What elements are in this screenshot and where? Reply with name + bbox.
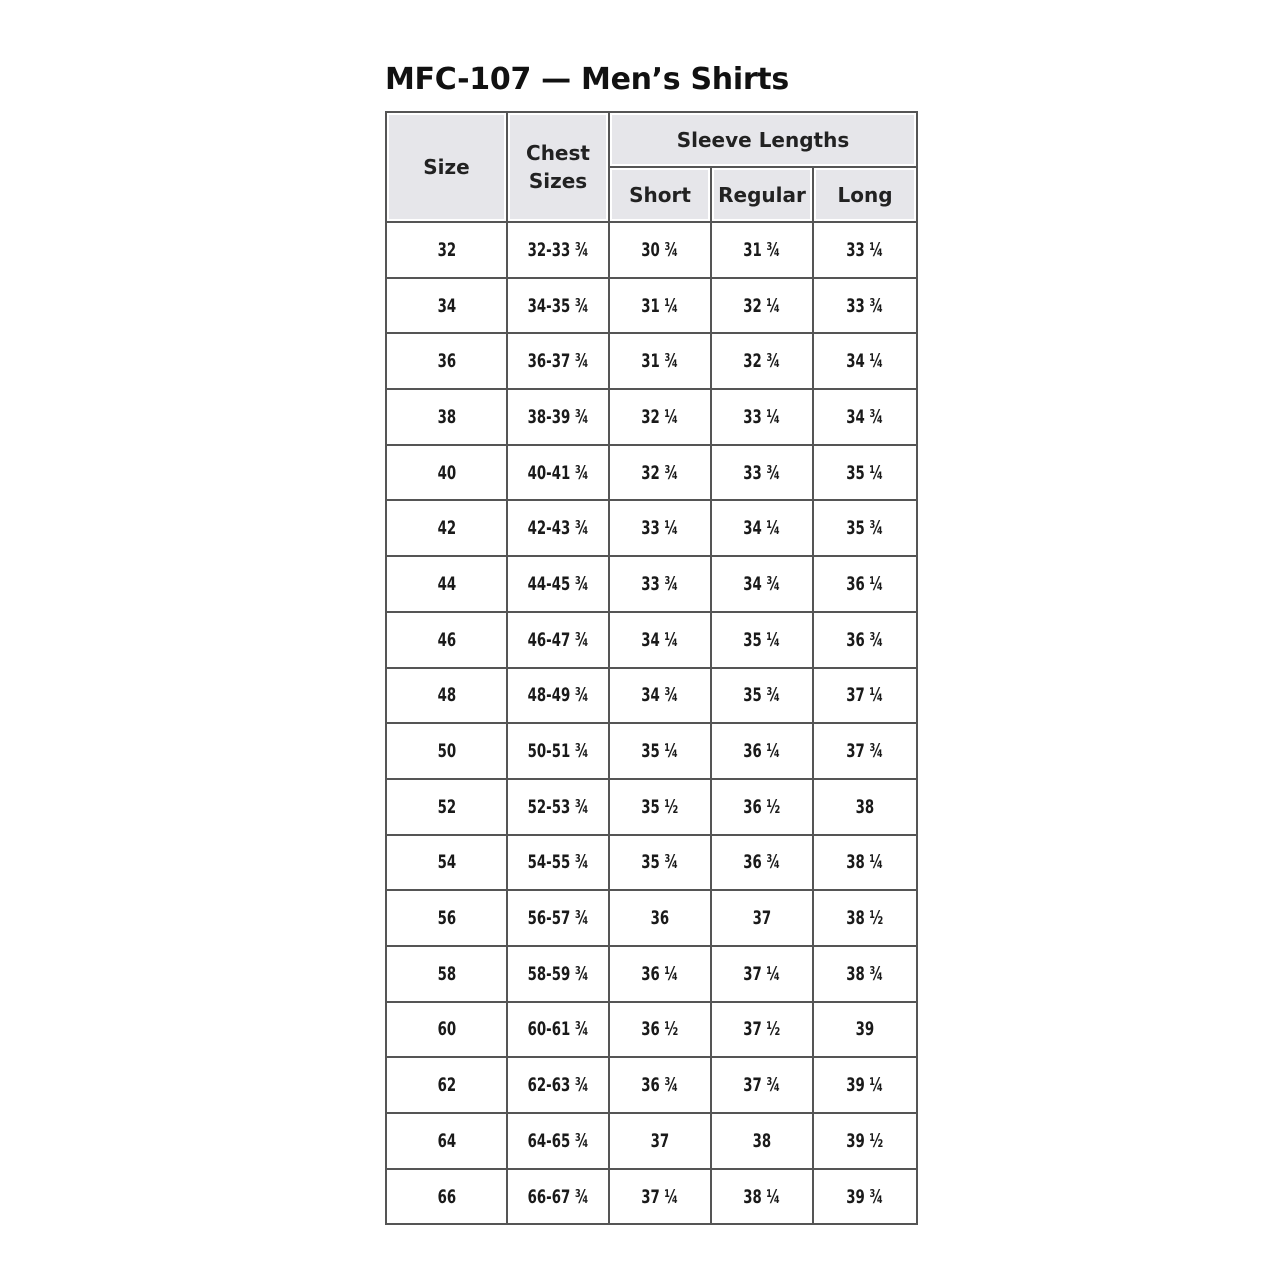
cell-chest-value: 38-39 ¾ (527, 405, 589, 428)
cell-short-value: 32 ¾ (641, 461, 679, 484)
cell-long-value: 38 ¾ (846, 962, 884, 985)
cell-size-value: 32 (437, 238, 456, 261)
cell-regular (711, 1169, 813, 1225)
cell-regular (711, 835, 813, 891)
cell-long-value: 38 ¼ (846, 851, 884, 874)
table-header (386, 112, 917, 222)
cell-chest (507, 668, 609, 724)
cell-long (813, 556, 917, 612)
cell-short (609, 1169, 711, 1225)
cell-short (609, 612, 711, 668)
cell-short (609, 445, 711, 501)
cell-long (813, 1057, 917, 1113)
cell-long-value: 36 ¼ (846, 572, 884, 595)
cell-chest-value: 66-67 ¾ (527, 1185, 589, 1208)
cell-chest-value: 58-59 ¾ (527, 962, 589, 985)
cell-long-value: 34 ¾ (846, 405, 884, 428)
cell-chest (507, 500, 609, 556)
cell-regular-value: 36 ¼ (743, 740, 781, 763)
cell-size-value: 38 (437, 405, 456, 428)
cell-long (813, 500, 917, 556)
cell-size-value: 50 (437, 740, 456, 763)
cell-size-value: 42 (437, 517, 456, 540)
column-header-size: Size (386, 112, 507, 222)
cell-size (386, 445, 507, 501)
cell-long (813, 389, 917, 445)
cell-chest-value: 46-47 ¾ (527, 628, 589, 651)
cell-regular (711, 445, 813, 501)
cell-long-value: 38 ½ (846, 907, 884, 930)
cell-size (386, 1002, 507, 1058)
cell-short-value: 37 (650, 1129, 670, 1152)
cell-size-value: 66 (437, 1185, 456, 1208)
cell-long (813, 278, 917, 334)
cell-long (813, 612, 917, 668)
cell-regular (711, 779, 813, 835)
table-row (386, 1057, 917, 1113)
table-row (386, 1169, 917, 1225)
cell-short (609, 668, 711, 724)
cell-regular (711, 1002, 813, 1058)
cell-regular (711, 389, 813, 445)
cell-chest-value: 34-35 ¾ (527, 294, 589, 317)
cell-short-value: 35 ½ (641, 795, 679, 818)
size-chart-table (385, 111, 918, 1225)
cell-short-value: 32 ¼ (641, 405, 679, 428)
cell-regular (711, 500, 813, 556)
cell-size (386, 500, 507, 556)
cell-chest (507, 890, 609, 946)
table-row (386, 222, 917, 278)
cell-short-value: 36 ¼ (641, 962, 679, 985)
cell-short-value: 36 ½ (641, 1018, 679, 1041)
cell-short-value: 36 ¾ (641, 1074, 679, 1097)
cell-chest (507, 946, 609, 1002)
table-body (386, 222, 917, 1224)
cell-long-value: 33 ¼ (846, 238, 884, 261)
cell-chest (507, 333, 609, 389)
cell-long (813, 1002, 917, 1058)
cell-regular-value: 31 ¾ (743, 238, 781, 261)
cell-size-value: 56 (437, 907, 456, 930)
cell-size (386, 556, 507, 612)
cell-regular-value: 37 ¼ (743, 962, 781, 985)
cell-regular-value: 37 (752, 907, 772, 930)
cell-size (386, 1057, 507, 1113)
cell-chest-value: 64-65 ¾ (527, 1129, 589, 1152)
cell-regular (711, 1057, 813, 1113)
cell-long-value: 33 ¾ (846, 294, 884, 317)
cell-regular (711, 612, 813, 668)
table-row (386, 445, 917, 501)
cell-chest (507, 222, 609, 278)
cell-regular (711, 278, 813, 334)
cell-size (386, 389, 507, 445)
cell-chest-value: 52-53 ¾ (527, 795, 589, 818)
cell-size (386, 1113, 507, 1169)
cell-chest (507, 445, 609, 501)
cell-regular-value: 38 (752, 1129, 772, 1152)
cell-short-value: 33 ¾ (641, 572, 679, 595)
cell-regular-value: 37 ¾ (743, 1074, 781, 1097)
cell-short (609, 835, 711, 891)
cell-chest (507, 389, 609, 445)
cell-regular-value: 35 ¼ (743, 628, 781, 651)
cell-long (813, 779, 917, 835)
cell-regular-value: 35 ¾ (743, 684, 781, 707)
cell-size-value: 36 (437, 350, 456, 373)
cell-size (386, 278, 507, 334)
cell-long (813, 668, 917, 724)
cell-short-value: 30 ¾ (641, 238, 679, 261)
cell-short (609, 890, 711, 946)
cell-long (813, 333, 917, 389)
cell-size-value: 34 (437, 294, 456, 317)
cell-regular (711, 946, 813, 1002)
cell-short (609, 1113, 711, 1169)
column-group-sleeve-lengths: Sleeve Lengths (609, 112, 917, 167)
cell-chest-value: 44-45 ¾ (527, 572, 589, 595)
cell-short-value: 34 ¼ (641, 628, 679, 651)
cell-chest-value: 56-57 ¾ (527, 907, 589, 930)
cell-chest (507, 556, 609, 612)
table-row (386, 835, 917, 891)
cell-regular (711, 723, 813, 779)
table-row (386, 723, 917, 779)
cell-short (609, 556, 711, 612)
cell-short (609, 500, 711, 556)
cell-short (609, 723, 711, 779)
cell-long (813, 835, 917, 891)
table-row (386, 946, 917, 1002)
cell-chest-value: 62-63 ¾ (527, 1074, 589, 1097)
cell-size (386, 890, 507, 946)
cell-regular-value: 33 ¾ (743, 461, 781, 484)
cell-long-value: 34 ¼ (846, 350, 884, 373)
cell-regular-value: 36 ¾ (743, 851, 781, 874)
cell-regular-value: 32 ¼ (743, 294, 781, 317)
chart-title: MFC-107 — Men’s Shirts (385, 62, 789, 97)
cell-short (609, 278, 711, 334)
table-row (386, 500, 917, 556)
cell-long-value: 35 ¾ (846, 517, 884, 540)
cell-long (813, 946, 917, 1002)
table-row (386, 1113, 917, 1169)
cell-size-value: 52 (437, 795, 456, 818)
cell-size-value: 58 (437, 962, 456, 985)
cell-long-value: 39 (855, 1018, 875, 1041)
cell-regular-value: 36 ½ (743, 795, 781, 818)
cell-chest (507, 1169, 609, 1225)
cell-regular-value: 38 ¼ (743, 1185, 781, 1208)
cell-regular-value: 34 ¾ (743, 572, 781, 595)
cell-chest (507, 779, 609, 835)
cell-size-value: 44 (437, 572, 456, 595)
cell-regular (711, 556, 813, 612)
column-header-short: Short (609, 167, 711, 222)
cell-size (386, 612, 507, 668)
cell-size-value: 46 (437, 628, 456, 651)
cell-regular-value: 32 ¾ (743, 350, 781, 373)
cell-chest (507, 1113, 609, 1169)
cell-chest-value: 32-33 ¾ (527, 238, 589, 261)
cell-short-value: 36 (650, 907, 670, 930)
table-row (386, 779, 917, 835)
cell-chest (507, 612, 609, 668)
cell-chest-value: 36-37 ¾ (527, 350, 589, 373)
table-row (386, 278, 917, 334)
cell-chest (507, 278, 609, 334)
cell-short (609, 946, 711, 1002)
cell-long (813, 890, 917, 946)
cell-long-value: 35 ¼ (846, 461, 884, 484)
cell-long-value: 38 (855, 795, 875, 818)
cell-short (609, 333, 711, 389)
column-header-regular: Regular (711, 167, 813, 222)
cell-long-value: 37 ¼ (846, 684, 884, 707)
cell-size (386, 222, 507, 278)
cell-long-value: 39 ½ (846, 1129, 884, 1152)
cell-chest (507, 835, 609, 891)
cell-short-value: 31 ¼ (641, 294, 679, 317)
cell-long-value: 39 ¼ (846, 1074, 884, 1097)
cell-short-value: 37 ¼ (641, 1185, 679, 1208)
cell-short (609, 222, 711, 278)
cell-long-value: 36 ¾ (846, 628, 884, 651)
cell-short (609, 1057, 711, 1113)
cell-size-value: 48 (437, 684, 456, 707)
cell-chest-value: 40-41 ¾ (527, 461, 589, 484)
table-row (386, 890, 917, 946)
cell-regular (711, 222, 813, 278)
cell-regular (711, 1113, 813, 1169)
cell-size (386, 1169, 507, 1225)
cell-size (386, 835, 507, 891)
cell-long (813, 222, 917, 278)
cell-long-value: 37 ¾ (846, 740, 884, 763)
cell-size (386, 668, 507, 724)
cell-size-value: 60 (437, 1018, 456, 1041)
table-row (386, 1002, 917, 1058)
cell-short-value: 35 ¾ (641, 851, 679, 874)
cell-long (813, 445, 917, 501)
cell-regular-value: 34 ¼ (743, 517, 781, 540)
cell-chest-value: 42-43 ¾ (527, 517, 589, 540)
cell-size-value: 64 (437, 1129, 456, 1152)
chest-header-line1: Chest (526, 141, 590, 165)
cell-short (609, 389, 711, 445)
table-row (386, 556, 917, 612)
cell-long (813, 1169, 917, 1225)
cell-size (386, 723, 507, 779)
cell-chest-value: 54-55 ¾ (527, 851, 589, 874)
cell-regular-value: 33 ¼ (743, 405, 781, 428)
cell-chest-value: 50-51 ¾ (527, 740, 589, 763)
column-header-chest-sizes (507, 112, 609, 222)
cell-long (813, 1113, 917, 1169)
table-row (386, 612, 917, 668)
cell-short (609, 1002, 711, 1058)
cell-size-value: 54 (437, 851, 456, 874)
cell-chest-value: 48-49 ¾ (527, 684, 589, 707)
cell-short-value: 31 ¾ (641, 350, 679, 373)
cell-regular (711, 333, 813, 389)
cell-regular-value: 37 ½ (743, 1018, 781, 1041)
cell-regular (711, 668, 813, 724)
cell-chest (507, 1057, 609, 1113)
column-header-long: Long (813, 167, 917, 222)
cell-long (813, 723, 917, 779)
cell-chest (507, 1002, 609, 1058)
cell-chest (507, 723, 609, 779)
cell-short-value: 34 ¾ (641, 684, 679, 707)
cell-size (386, 779, 507, 835)
cell-size-value: 62 (437, 1074, 456, 1097)
cell-chest-value: 60-61 ¾ (527, 1018, 589, 1041)
cell-long-value: 39 ¾ (846, 1185, 884, 1208)
table-row (386, 333, 917, 389)
cell-short (609, 779, 711, 835)
cell-size (386, 333, 507, 389)
cell-size-value: 40 (437, 461, 456, 484)
table-row (386, 668, 917, 724)
cell-short-value: 35 ¼ (641, 740, 679, 763)
cell-size (386, 946, 507, 1002)
chest-header-line2: Sizes (528, 169, 588, 193)
cell-regular (711, 890, 813, 946)
table-row (386, 389, 917, 445)
cell-short-value: 33 ¼ (641, 517, 679, 540)
